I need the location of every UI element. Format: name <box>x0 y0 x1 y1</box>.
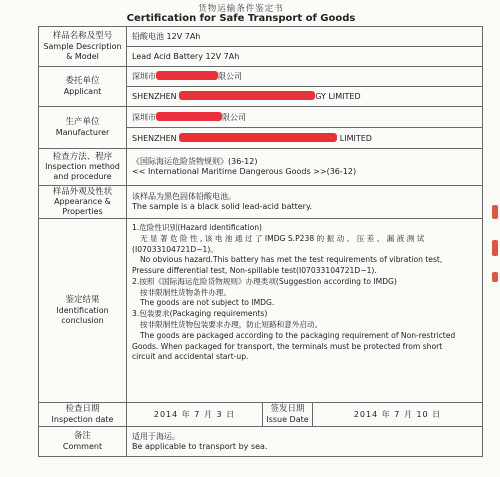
label-applicant: 委托单位 Applicant <box>39 67 127 107</box>
conclusion-line: circuit and accidental start-up. <box>132 352 249 362</box>
stamp-edge-mark <box>492 272 498 282</box>
conclusion-line: 3.包装要求(Packaging requirements) <box>132 309 268 319</box>
value-issue-date: 2014 年 7 月 10 日 <box>313 403 483 427</box>
conclusion-line: No obvious hazard.This battery has met the test requirements of vibration test, <box>140 255 443 265</box>
conclusion-line: Goods. When packaged for transport, the terminals must be protected from short <box>132 341 443 351</box>
title-english: Certification for Safe Transport of Goods <box>126 13 356 24</box>
row-dates <box>39 403 483 427</box>
label-inspection-method: 检查方法、程序 Inspection method and procedure <box>39 149 127 186</box>
conclusion-line: 无 显 著 危 险 性 , 该 电 池 通 过 了 IMDG S.P238 的 振 动 、 压 差 、 漏 液 测 试 <box>140 233 425 243</box>
stamp-edge-mark <box>492 240 498 256</box>
conclusion-line: Pressure differential test, Non-spillable test(I07033104721D~1). <box>132 266 377 276</box>
value-applicant-en: SHENZHEN GY LIMITED <box>127 87 483 107</box>
value-conclusion <box>127 219 483 403</box>
label-inspection-date: 检查日期 Inspection date <box>39 403 127 427</box>
row-comment <box>39 427 483 457</box>
conclusion-line: (I07033104721D~1)。 <box>132 244 218 254</box>
row-conclusion <box>39 219 483 403</box>
value-product-cn: 铅酸电池 12V 7Ah <box>127 27 483 47</box>
label-appearance: 样品外观及性状 Appearance & Properties <box>39 186 127 219</box>
stamp-edge-mark <box>492 205 498 219</box>
row-applicant-cn <box>39 67 483 87</box>
redaction-mark <box>179 133 337 142</box>
value-inspection-method: 《国际海运危险货物规则》(36-12) << International Maritime Dangerous Goods >>(36-12) <box>127 149 483 186</box>
row-inspection-method <box>39 149 483 186</box>
conclusion-line: The goods are packaged according to the packaging requirement of Non-restricted <box>140 330 456 340</box>
conclusion-line: 1.危险性识别(Hazard identification) <box>132 223 263 232</box>
label-manufacturer: 生产单位 Manufacturer <box>39 107 127 149</box>
value-appearance: 该样品为黑色固体铅酸电池。 The sample is a black solid lead-acid battery. <box>127 186 483 219</box>
certificate-table <box>38 26 483 457</box>
conclusion-line: 按非限制性货物包装要求办理，防止短路和意外启动。 <box>140 320 323 330</box>
label-issue-date: 签发日期 Issue Date <box>263 403 313 427</box>
label-comment: 备注 Comment <box>39 427 127 457</box>
value-inspection-date: 2014 年 7 月 3 日 <box>127 403 263 427</box>
value-applicant-cn: 深圳市 限公司 <box>127 67 483 87</box>
label-conclusion: 鉴定结果 Identification conclusion <box>39 219 127 403</box>
value-manufacturer-cn: 深圳市 限公司 <box>127 107 483 128</box>
value-comment: 适用于海运。 Be applicable to transport by sea. <box>127 427 483 457</box>
title-chinese: 货物运输条件鉴定书 <box>198 4 284 14</box>
conclusion-line: 按非限制性货物条件办理。 <box>140 287 232 297</box>
value-manufacturer-en: SHENZHEN LIMITED <box>127 128 483 149</box>
redaction-mark <box>156 112 222 121</box>
row-manufacturer-cn <box>39 107 483 128</box>
conclusion-line: The goods are not subject to IMDG. <box>140 298 275 308</box>
conclusion-line: 2.按照《国际海运危险货物规则》办理类项(Suggestion according to IMDG) <box>132 276 397 286</box>
label-sample-description: 样品名称及型号 Sample Description & Model <box>39 27 127 67</box>
row-product-cn <box>39 27 483 47</box>
row-appearance <box>39 186 483 219</box>
value-product-en: Lead Acid Battery 12V 7Ah <box>127 47 483 67</box>
redaction-mark <box>179 91 315 100</box>
redaction-mark <box>156 71 218 80</box>
